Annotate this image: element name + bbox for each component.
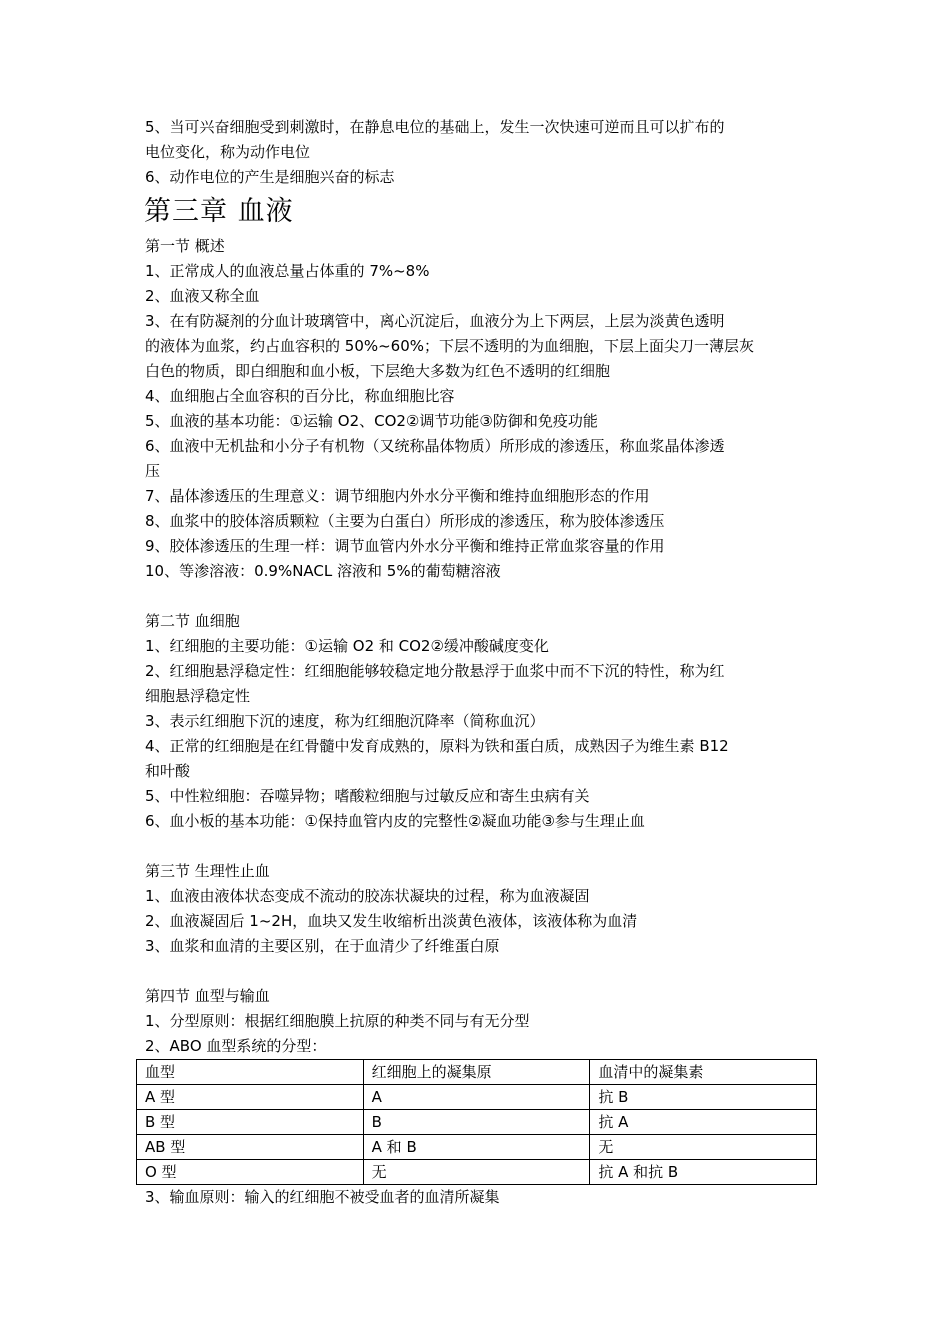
text-line: 3、输血原则：输入的红细胞不被受血者的血清所凝集 — [145, 1188, 500, 1206]
text-line: 7、晶体渗透压的生理意义：调节细胞内外水分平衡和维持血细胞形态的作用 — [145, 487, 650, 505]
paragraph-gap — [145, 834, 815, 859]
text-line: 6、血小板的基本功能：①保持血管内皮的完整性②凝血功能③参与生理止血 — [145, 812, 645, 830]
section-blood-cells — [145, 609, 815, 834]
text-line: 细胞悬浮稳定性 — [145, 687, 251, 705]
table-cell: A 和 B — [363, 1135, 590, 1160]
text-line: 的液体为血浆，约占血容积的 50%~60%；下层不透明的为血细胞，下层上面尖刀一薄层灰 — [145, 337, 755, 355]
table-header-cell: 血清中的凝集素 — [590, 1060, 817, 1085]
text-line: 电位变化，称为动作电位 — [145, 143, 311, 161]
text-line: 5、当可兴奋细胞受到刺激时，在静息电位的基础上，发生一次快速可逆而且可以扩布的 — [145, 118, 725, 136]
table-row — [137, 1085, 817, 1110]
text-line: 1、分型原则：根据红细胞膜上抗原的种类不同与有无分型 — [145, 1012, 530, 1030]
text-line: 1、红细胞的主要功能：①运输 O2 和 CO2②缓冲酸碱度变化 — [145, 637, 549, 655]
text-line: 3、在有防凝剂的分血计玻璃管中，离心沉淀后，血液分为上下两层，上层为淡黄色透明 — [145, 312, 725, 330]
text-line: 9、胶体渗透压的生理一样：调节血管内外水分平衡和维持正常血浆容量的作用 — [145, 537, 665, 555]
table-header-cell: 红细胞上的凝集原 — [363, 1060, 590, 1085]
section-title: 第四节 血型与输血 — [145, 987, 270, 1005]
paragraph-gap — [145, 584, 815, 609]
text-line: 5、中性粒细胞：吞噬异物；嗜酸粒细胞与过敏反应和寄生虫病有关 — [145, 787, 590, 805]
intro-block — [145, 115, 815, 190]
table-row — [137, 1135, 817, 1160]
table-cell: 无 — [590, 1135, 817, 1160]
text-line: 1、正常成人的血液总量占体重的 7%~8% — [145, 262, 430, 280]
text-line: 5、血液的基本功能：①运输 O2、CO2②调节功能③防御和免疫功能 — [145, 412, 598, 430]
table-header-row — [137, 1060, 817, 1085]
text-line: 6、血液中无机盐和小分子有机物（又统称晶体物质）所形成的渗透压，称血浆晶体渗透 — [145, 437, 725, 455]
table-cell: A 型 — [137, 1085, 364, 1110]
table-cell: 无 — [363, 1160, 590, 1185]
table-cell: B 型 — [137, 1110, 364, 1135]
abo-blood-type-table — [136, 1059, 817, 1185]
section-overview — [145, 234, 815, 584]
text-line: 白色的物质，即白细胞和血小板，下层绝大多数为红色不透明的红细胞 — [145, 362, 611, 380]
text-line: 4、正常的红细胞是在红骨髓中发育成熟的，原料为铁和蛋白质，成熟因子为维生素 B12 — [145, 737, 729, 755]
section-blood-type — [145, 984, 815, 1210]
table-cell: O 型 — [137, 1160, 364, 1185]
text-line: 和叶酸 — [145, 762, 191, 780]
section-hemostasis — [145, 859, 815, 959]
document-body — [145, 115, 815, 1210]
section-title: 第三节 生理性止血 — [145, 862, 270, 880]
table-row — [137, 1110, 817, 1135]
text-line: 8、血浆中的胶体溶质颗粒（主要为白蛋白）所形成的渗透压，称为胶体渗透压 — [145, 512, 665, 530]
text-line: 6、动作电位的产生是细胞兴奋的标志 — [145, 168, 395, 186]
table-cell: AB 型 — [137, 1135, 364, 1160]
text-line: 2、血液又称全血 — [145, 287, 260, 305]
text-line: 10、等渗溶液：0.9%NACL 溶液和 5%的葡萄糖溶液 — [145, 562, 501, 580]
table-cell: 抗 B — [590, 1085, 817, 1110]
text-line: 2、ABO 血型系统的分型： — [145, 1037, 327, 1055]
section-title: 第二节 血细胞 — [145, 612, 240, 630]
text-line: 3、表示红细胞下沉的速度，称为红细胞沉降率（简称血沉） — [145, 712, 545, 730]
table-cell: 抗 A 和抗 B — [590, 1160, 817, 1185]
text-line: 3、血浆和血清的主要区别，在于血清少了纤维蛋白原 — [145, 937, 500, 955]
chapter-title: 第三章 血液 — [144, 196, 294, 227]
text-line: 4、血细胞占全血容积的百分比，称血细胞比容 — [145, 387, 455, 405]
table-cell: A — [363, 1085, 590, 1110]
paragraph-gap — [145, 959, 815, 984]
table-cell: B — [363, 1110, 590, 1135]
table-cell: 抗 A — [590, 1110, 817, 1135]
table-row — [137, 1160, 817, 1185]
section-title: 第一节 概述 — [145, 237, 225, 255]
text-line: 1、血液由液体状态变成不流动的胶冻状凝块的过程，称为血液凝固 — [145, 887, 590, 905]
table-header-cell: 血型 — [137, 1060, 364, 1085]
text-line: 2、血液凝固后 1~2H，血块又发生收缩析出淡黄色液体，该液体称为血清 — [145, 912, 638, 930]
text-line: 2、红细胞悬浮稳定性：红细胞能够较稳定地分散悬浮于血浆中而不下沉的特性，称为红 — [145, 662, 725, 680]
text-line: 压 — [145, 462, 161, 480]
